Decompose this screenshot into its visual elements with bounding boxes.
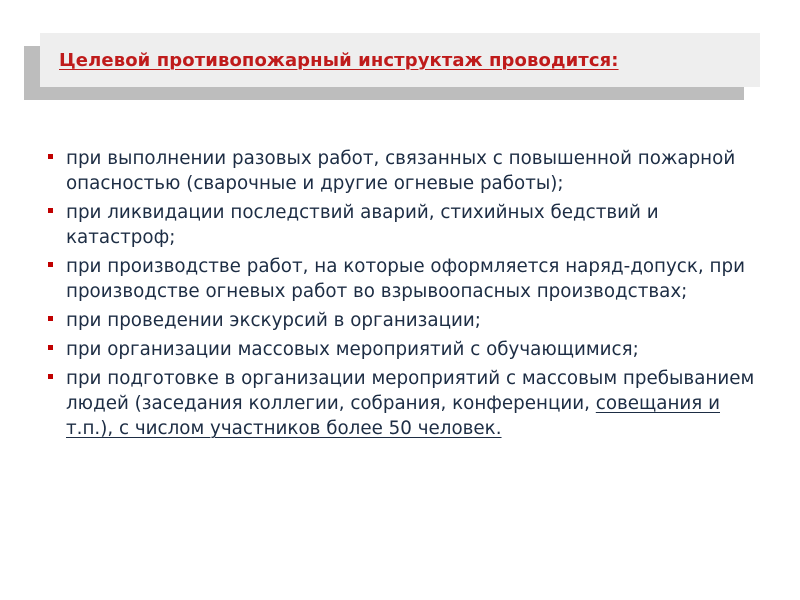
title-box [40,33,760,87]
bullet-item [48,254,760,304]
bullet-text: при проведении экскурсий в организации; [66,310,481,331]
bullet-item [48,366,760,441]
bullet-square-icon [48,316,53,321]
bullet-item [48,146,760,196]
bullet-square-icon [48,262,53,267]
bullet-square-icon [48,208,53,213]
bullet-text: при производстве работ, на которые оформляется наряд-допуск, при производстве огневых работ во взрывоопасных производствах; [66,256,745,302]
bullet-text: при ликвидации последствий аварий, стихийных бедствий и катастроф; [66,202,659,248]
bullet-square-icon [48,154,53,159]
underlined-text: совещания и т.п.), с числом участников более 50 человек. [66,393,720,439]
bullet-item [48,200,760,250]
bullet-text: при выполнении разовых работ, связанных с повышенной пожарной опасностью (сварочные и другие огневые работы); [66,148,736,194]
bullet-square-icon [48,345,53,350]
slide-title: Целевой противопожарный инструктаж проводится: [59,49,619,71]
bullet-text: при подготовке в организации мероприятий с массовым пребыванием людей (заседания коллегии, собрания, конференции, [66,368,755,414]
bullet-item [48,337,760,362]
bullet-square-icon [48,374,53,379]
bullet-text: при организации массовых мероприятий с обучающимися; [66,339,639,360]
bullet-item [48,308,760,333]
bullet-list [48,146,760,445]
